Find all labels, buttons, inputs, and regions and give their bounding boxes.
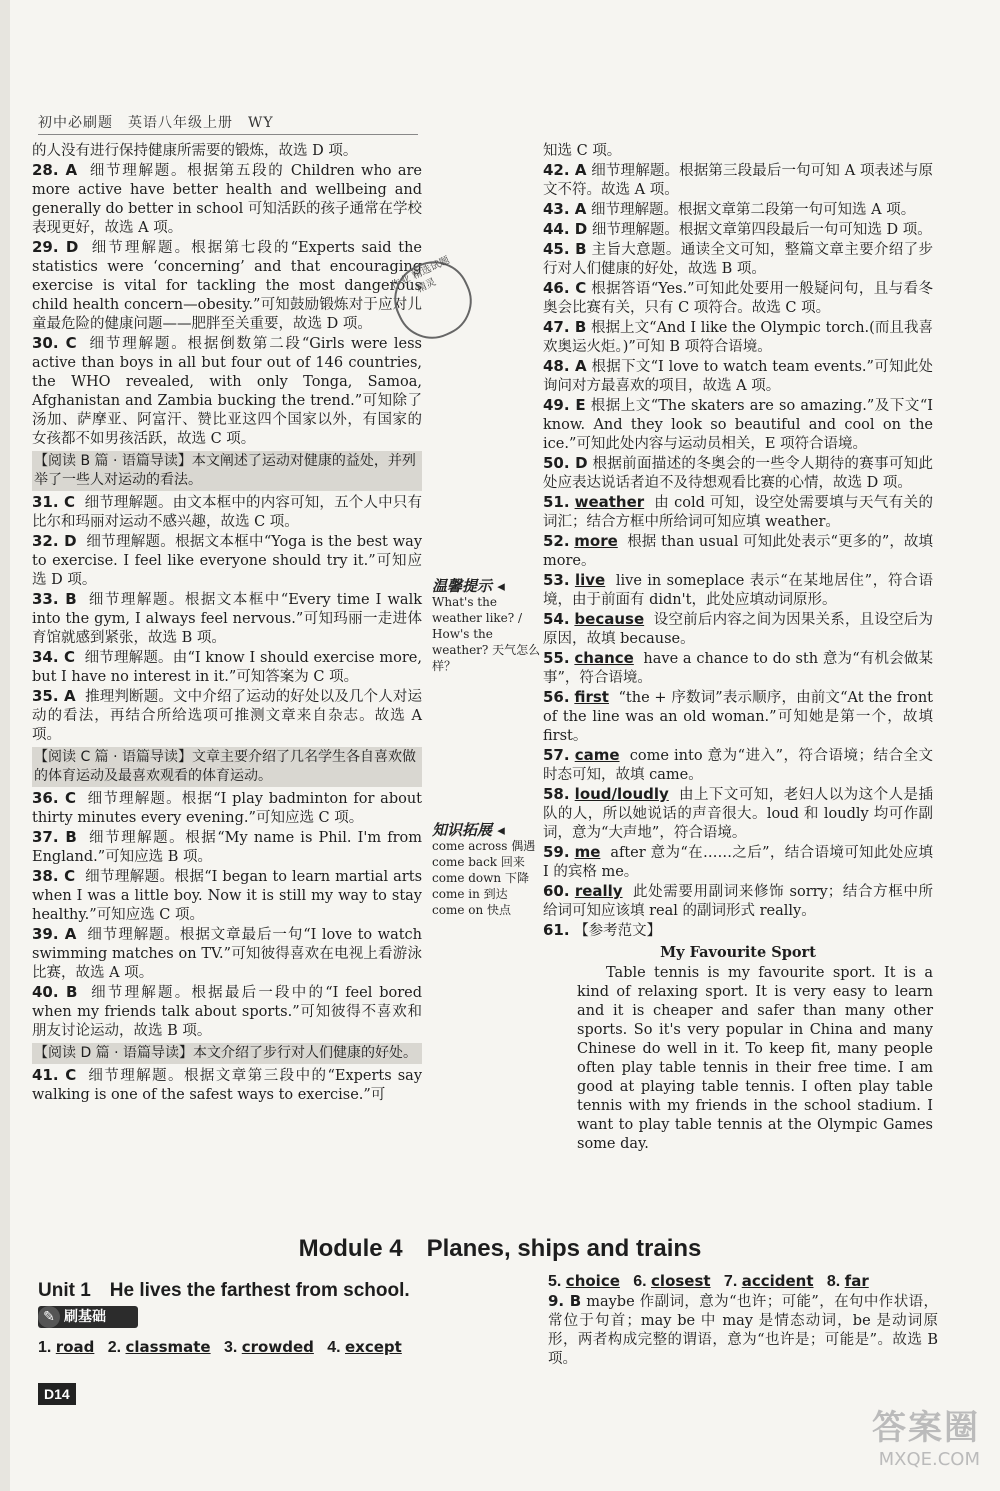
answer-explanation: 由上下文可知，老妇人以为这个人是插队的人，所以她说话的声音很大。loud 和 loudly 均可作副词，意为“大声地”，符合语境。 bbox=[543, 787, 934, 841]
answer-explanation: 细节理解题。根据文本框中“Yoga is the best way to exercise. I feel like everyone should try it.”可知应选 D 项。 bbox=[32, 534, 423, 588]
answer-item bbox=[543, 493, 933, 532]
answer-item bbox=[32, 493, 422, 532]
question-9 bbox=[548, 1292, 938, 1369]
answer-item bbox=[32, 1066, 422, 1105]
fill-number: 4. bbox=[327, 1339, 341, 1356]
answer-explanation: 细节理解题。根据文章第四段最后一句可知选 D 项。 bbox=[591, 222, 932, 238]
answer-explanation: 细节理解题。根据文章第二段第一句可知选 A 项。 bbox=[591, 202, 916, 218]
filled-answer: really bbox=[574, 882, 623, 900]
answer-number: 43. A bbox=[543, 200, 587, 218]
answer-item bbox=[543, 240, 933, 279]
filled-answer: live bbox=[574, 571, 606, 589]
answer-number: 29. D bbox=[32, 238, 79, 256]
answer-number: 32. D bbox=[32, 532, 77, 550]
filled-answer: first bbox=[574, 688, 609, 706]
fill-number: 8. bbox=[826, 1273, 841, 1290]
right-column bbox=[543, 142, 933, 1154]
reading-guide: 【阅读 D 篇 · 语篇导读】本文介绍了步行对人们健康的好处。 bbox=[32, 1043, 422, 1064]
answer-number: 58. bbox=[543, 785, 570, 803]
answer-number: 47. B bbox=[543, 318, 587, 336]
answer-explanation: 设空前后内容之间为因果关系，且设空后为原因，故填 because。 bbox=[543, 612, 934, 647]
answer-number: 42. A bbox=[543, 161, 587, 179]
phrase-line: come down 下降 bbox=[432, 871, 529, 885]
answer-item bbox=[543, 785, 933, 843]
fill-answer: accident bbox=[741, 1272, 814, 1290]
answer-item bbox=[32, 648, 422, 687]
answer-number: 57. bbox=[543, 746, 570, 764]
answer-item bbox=[543, 746, 933, 785]
fill-number: 2. bbox=[107, 1339, 122, 1356]
phrase-line: come in 到达 bbox=[432, 887, 508, 901]
answer-number: 28. A bbox=[32, 161, 78, 179]
watermark bbox=[872, 1400, 980, 1470]
filled-answer: me bbox=[574, 843, 601, 861]
fill-answer: road bbox=[55, 1338, 95, 1356]
fill-answer: except bbox=[345, 1338, 402, 1356]
tip-tag-text: 温馨提示 bbox=[432, 577, 493, 595]
tip-box bbox=[432, 578, 542, 674]
answer-explanation: 细节理解题。根据第五段的 Children who are more active have better health and wellbeing and generally do better in school 可知活跃的孩子通常在学校表现更好，故选 A 项。 bbox=[32, 163, 423, 236]
stamp-text: 作业 精选试题 精灵 bbox=[389, 254, 452, 296]
extend-tag: 知识拓展 ◂ bbox=[432, 821, 505, 839]
fill-answer: classmate bbox=[125, 1338, 211, 1356]
answer-item bbox=[543, 532, 933, 571]
answer-number: 40. B bbox=[32, 983, 78, 1001]
fill-answer: far bbox=[844, 1272, 869, 1290]
answer-explanation: 根据前面描述的冬奥会的一些令人期待的赛事可知此处应表达说话者迫不及待想观看比赛的心情，故选 D 项。 bbox=[543, 456, 934, 491]
phrase-line: come across 偶遇 bbox=[432, 839, 536, 853]
pen-icon: ✎ bbox=[38, 1306, 60, 1328]
answer-item bbox=[543, 454, 933, 493]
answer-item bbox=[32, 925, 422, 983]
answer-number: 30. C bbox=[32, 334, 77, 352]
extend-lines bbox=[432, 838, 542, 918]
q9-body: maybe 作副词，意为“也许；可能”，在句中作状语，常位于句首；may be 中 may 是情态动词，be 是动词原形，两者构成完整的谓语，意为“也许是；可能是”。故选 B 项。 bbox=[548, 1294, 939, 1367]
answer-number: 52. bbox=[543, 532, 570, 550]
answer-explanation: 细节理解题。根据“I began to learn martial arts when I was a little boy. Now it is still my way to stay healthy.”可知应选 C 项。 bbox=[32, 869, 423, 923]
basics-badge bbox=[38, 1306, 138, 1328]
unit-title: Unit 1 He lives the farthest from school. bbox=[38, 1280, 410, 1301]
answer-item bbox=[543, 688, 933, 746]
answer-item bbox=[32, 687, 422, 745]
answer-explanation: 细节理解题。由文本框中的内容可知，五个人中只有比尔和玛丽对运动不感兴趣，故选 C 项。 bbox=[32, 495, 422, 530]
phrase-line: come on 快点 bbox=[432, 903, 512, 917]
answer-item bbox=[543, 882, 933, 921]
filled-answer: chance bbox=[574, 649, 634, 667]
answer-explanation: “the + 序数词”表示顺序，由前文“At the front of the line was an old woman.”可知她是第一个，故填 first。 bbox=[543, 690, 934, 744]
fill-number: 5. bbox=[548, 1273, 562, 1290]
fill-answers-1 bbox=[38, 1338, 415, 1357]
reading-guide: 【阅读 C 篇 · 语篇导读】文章主要介绍了几名学生各自喜欢做的体育运动及最喜欢观看的体育运动。 bbox=[32, 747, 422, 787]
answer-item bbox=[543, 843, 933, 882]
answer-number: 31. C bbox=[32, 493, 75, 511]
watermark-logo: 答案圈 bbox=[872, 1408, 980, 1448]
answer-explanation: live in someplace 表示“在某地居住”，符合语境，由于前面有 didn't，此处应填动词原形。 bbox=[543, 573, 934, 608]
answer-number: 45. B bbox=[543, 240, 587, 258]
header-rule bbox=[38, 134, 418, 135]
answer-number: 36. C bbox=[32, 789, 76, 807]
reading-guide: 【阅读 B 篇 · 语篇导读】本文阐述了运动对健康的益处，并列举了一些人对运动的看法。 bbox=[32, 451, 422, 491]
fill-number: 1. bbox=[38, 1339, 52, 1356]
answer-item bbox=[543, 357, 933, 396]
answer-explanation: 根据 than usual 可知此处表示“更多的”，故填 more。 bbox=[543, 534, 934, 569]
answer-explanation: 推理判断题。文中介绍了运动的好处以及几个人对运动的看法，再结合所给选项可推测文章来自杂志。故选 A 项。 bbox=[32, 689, 423, 743]
answer-explanation: 根据上文“And I like the Olympic torch.(而且我喜欢奥运火炬。)”可知 B 项符合语境。 bbox=[543, 320, 934, 355]
answer-number: 56. bbox=[543, 688, 570, 706]
answer-item bbox=[543, 142, 933, 161]
answer-number: 49. E bbox=[543, 396, 586, 414]
fill-number: 6. bbox=[633, 1273, 647, 1290]
answer-explanation: 细节理解题。根据第七段的“Experts said the statistics were ‘concerning’ and that encouraging exercise is vital for tackling the most dangerous child health concern—obesity.”可知鼓励锻炼对于应对儿童最危险的健康问题——肥胖至关重要，故选 D 项。 bbox=[32, 240, 422, 332]
answer-explanation: 的人没有进行保持健康所需要的锻炼，故选 D 项。 bbox=[32, 143, 358, 159]
fill-answers-2 bbox=[548, 1272, 882, 1291]
fill-answer: closest bbox=[651, 1272, 711, 1290]
page-edge bbox=[0, 0, 10, 1491]
answer-number: 46. C bbox=[543, 279, 587, 297]
answer-number: 59. bbox=[543, 843, 570, 861]
tip-body: What's the weather like? / How's the weather? 天气怎么样？ bbox=[432, 595, 541, 673]
answer-explanation: 细节理解题。根据最后一段中的“I feel bored when my friends talk about sports.”可知彼得不喜欢和朋友讨论运动，故选 B 项。 bbox=[32, 985, 422, 1039]
answer-item bbox=[543, 220, 933, 240]
answer-number: 38. C bbox=[32, 867, 76, 885]
answer-explanation: 细节理解题。根据“I play badminton for about thirty minutes every evening.”可知应选 C 项。 bbox=[32, 791, 422, 826]
answer-explanation: 根据答语“Yes.”可知此处要用一般疑问句，且与看冬奥会比赛有关，只有 C 项符合。故选 C 项。 bbox=[543, 281, 933, 316]
answer-item bbox=[32, 789, 422, 828]
right-items bbox=[543, 142, 933, 941]
q9-num: 9. B bbox=[548, 1292, 582, 1310]
answer-number: 55. bbox=[543, 649, 570, 667]
answer-item bbox=[32, 828, 422, 867]
essay-title: My Favourite Sport bbox=[660, 944, 816, 961]
tip-tag: 温馨提示 ◂ bbox=[432, 577, 505, 595]
filled-answer: more bbox=[574, 532, 618, 550]
answer-number: 61. bbox=[543, 921, 570, 939]
extend-tag-text: 知识拓展 bbox=[432, 821, 493, 839]
answer-explanation: 细节理解题。根据“My name is Phil. I'm from England.”可知应选 B 项。 bbox=[32, 830, 423, 865]
answer-explanation: 主旨大意题。通读全文可知，整篇文章主要介绍了步行对人们健康的好处，故选 B 项。 bbox=[543, 242, 934, 277]
answer-item bbox=[543, 921, 933, 941]
filled-answer: weather bbox=[574, 493, 645, 511]
answer-explanation: 细节理解题。根据文本框中“Every time I walk into the gym, I always feel nervous.”可知玛丽一走进体育馆就感到紧张，故选 B 项。 bbox=[32, 592, 422, 646]
answer-item bbox=[543, 161, 933, 200]
answer-number: 53. bbox=[543, 571, 570, 589]
answer-explanation: 【参考范文】 bbox=[574, 923, 662, 939]
answer-item bbox=[32, 142, 422, 161]
answer-item bbox=[32, 238, 422, 334]
filled-answer: because bbox=[574, 610, 645, 628]
answer-number: 37. B bbox=[32, 828, 77, 846]
answer-explanation: have a chance to do sth 意为“有机会做某事”，符合语境。 bbox=[543, 651, 934, 686]
answer-explanation: after 意为“在……之后”，结合语境可知此处应填 I 的宾格 me。 bbox=[543, 845, 934, 880]
answer-item bbox=[32, 867, 422, 925]
essay-body: Table tennis is my favourite sport. It is a kind of relaxing sport. It is very easy to learn and it is cheaper and safer than many other sports. So it's very popular in China and many Chinese do well in it. To keep fit, many people often play table tennis in their free time. I am good at playing table tennis. I often play table tennis with my friends in the school stadium. I want to play table tennis at the Olympic Games some day. bbox=[577, 965, 933, 1152]
answer-number: 48. A bbox=[543, 357, 587, 375]
answer-number: 51. bbox=[543, 493, 570, 511]
phrase-line: come back 回来 bbox=[432, 855, 525, 869]
page-header bbox=[38, 112, 274, 132]
answer-explanation: 由 cold 可知，设空处需要填与天气有关的词汇；结合方框中所给词可知应填 weather。 bbox=[543, 495, 934, 530]
answer-item bbox=[32, 334, 422, 449]
answer-item bbox=[32, 983, 422, 1041]
answer-number: 54. bbox=[543, 610, 570, 628]
answer-number: 41. C bbox=[32, 1066, 77, 1084]
answer-explanation: 根据上文“The skaters are so amazing.”及下文“I know. And they look so beautiful and cool on the ice.”可知此处内容与运动员相关，E 项符合语境。 bbox=[543, 398, 934, 452]
fill-number: 7. bbox=[723, 1273, 738, 1290]
fill-answer: crowded bbox=[241, 1338, 314, 1356]
answer-item bbox=[32, 590, 422, 648]
badge-label: 刷基础 bbox=[64, 1309, 106, 1325]
fill-answer: choice bbox=[565, 1272, 620, 1290]
answer-item bbox=[543, 649, 933, 688]
answer-explanation: 知选 C 项。 bbox=[543, 143, 622, 159]
answer-number: 33. B bbox=[32, 590, 77, 608]
answer-number: 60. bbox=[543, 882, 570, 900]
answer-number: 50. D bbox=[543, 454, 588, 472]
answer-explanation: 细节理解题。根据倒数第二段“Girls were less active than boys in all but four out of 146 countries, the WHO revealed, with only Tonga, Samoa, Afghanistan and Zambia bucking the trend.”可知除了汤加、萨摩亚、阿富汗、赞比亚这四个国家以外，有国家的女孩都不如男孩活跃，故选 C 项。 bbox=[32, 336, 422, 447]
filled-answer: loud/loudly bbox=[574, 785, 669, 803]
module-title: Module 4 Planes, ships and trains bbox=[298, 1235, 702, 1262]
answer-item bbox=[543, 200, 933, 220]
answer-number: 44. D bbox=[543, 220, 588, 238]
answer-explanation: 细节理解题。根据文章最后一句“I love to watch swimming matches on TV.”可知彼得喜欢在电视上看游泳比赛，故选 A 项。 bbox=[32, 927, 423, 981]
header-text: 初中必刷题 英语八年级上册 WY bbox=[38, 115, 274, 131]
watermark-url: MXQE.COM bbox=[878, 1449, 980, 1470]
answer-explanation: 此处需要用副词来修饰 sorry；结合方框中所给词可知应该填 real 的副词形式 really。 bbox=[543, 884, 933, 919]
answer-explanation: 细节理解题。根据文章第三段中的“Experts say walking is one of the safest ways to exercise.”可 bbox=[32, 1068, 423, 1103]
fill-number: 3. bbox=[223, 1339, 238, 1356]
left-column bbox=[32, 142, 422, 1105]
extend-box bbox=[432, 822, 542, 918]
answer-number: 34. C bbox=[32, 648, 75, 666]
answer-item bbox=[32, 161, 422, 238]
answer-item bbox=[32, 532, 422, 590]
answer-item bbox=[543, 610, 933, 649]
answer-explanation: 根据下文“I love to watch team events.”可知此处询问对方最喜欢的项目，故选 A 项。 bbox=[543, 359, 933, 394]
answer-item bbox=[543, 571, 933, 610]
answer-explanation: 细节理解题。由“I know I should exercise more, but I have no interest in it.”可知答案为 C 项。 bbox=[32, 650, 422, 685]
answer-item bbox=[543, 396, 933, 454]
answer-item bbox=[543, 318, 933, 357]
answer-number: 35. A bbox=[32, 687, 76, 705]
answer-number: 39. A bbox=[32, 925, 77, 943]
answer-item bbox=[543, 279, 933, 318]
answer-explanation: come into 意为“进入”，符合语境；结合全文时态可知，故填 came。 bbox=[543, 748, 933, 783]
page-number: D14 bbox=[38, 1383, 76, 1405]
answer-explanation: 细节理解题。根据第三段最后一句可知 A 项表述与原文不符。故选 A 项。 bbox=[543, 163, 934, 198]
filled-answer: came bbox=[574, 746, 620, 764]
